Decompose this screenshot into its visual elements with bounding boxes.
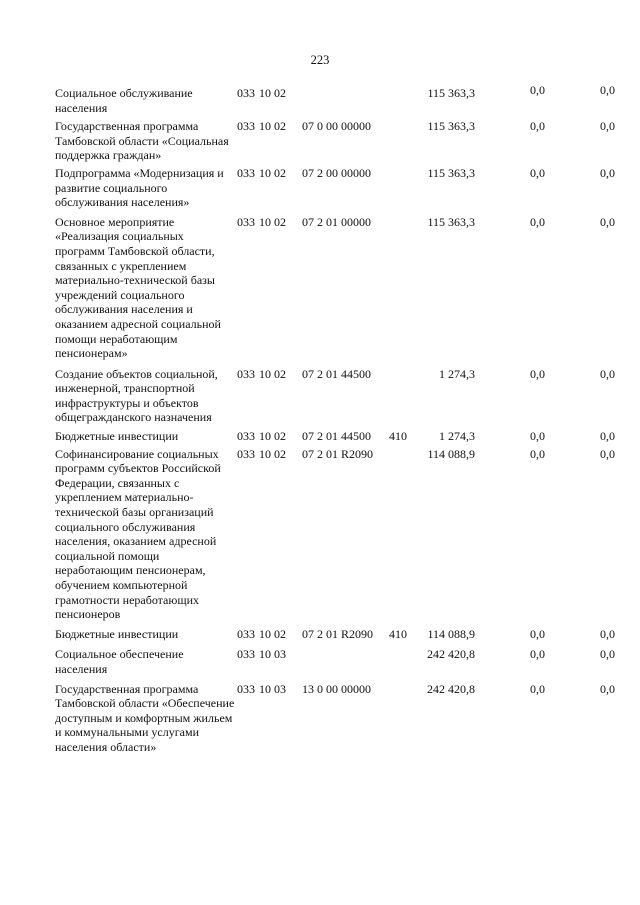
amount-year-2: 0,0 [530,165,545,180]
ministry-code: 033 [237,647,255,662]
ministry-code: 033 [237,366,255,381]
section-code: 10 03 [259,681,286,696]
section-code: 10 02 [259,446,286,461]
table-row [0,119,640,163]
table-row [0,367,640,425]
amount-year-2: 0,0 [530,83,545,97]
target-item-code: 07 2 01 44500 [302,366,371,381]
target-item-code: 13 0 00 00000 [302,681,371,696]
page-number: 223 [310,53,330,67]
amount-year-2: 0,0 [530,119,545,134]
amount-year-1: 1 274,3 [439,429,475,444]
section-code: 10 02 [259,366,286,381]
item-name: Софинансирование социальных программ субъектов Российской Федерации, связанных с укреплением материально-технической базы организаций социального обслуживания населения, оказанием адресной социальной помощи неработающим пенсионерам, обучением компьютерной грамотности неработающих пенсионеров [55,446,221,622]
amount-year-1: 114 088,9 [427,446,475,461]
target-item-code: 07 0 00 00000 [302,119,371,134]
amount-year-1: 242 420,8 [427,647,475,662]
amount-year-2: 0,0 [530,681,545,696]
amount-year-1: 115 363,3 [427,119,475,134]
item-name: Государственная программа Тамбовской области «Обеспечение доступным и комфортным жильем и коммунальными услугами населения области» [55,681,235,754]
section-code: 10 02 [259,626,286,641]
item-name: Социальное обслуживание населения [55,86,193,115]
target-item-code: 07 2 01 44500 [302,429,371,444]
table-row [0,447,640,622]
amount-year-2: 0,0 [530,214,545,229]
section-code: 10 02 [259,165,286,180]
table-row [0,682,640,755]
amount-year-3: 0,0 [600,647,615,662]
target-item-code: 07 2 01 00000 [302,214,371,229]
amount-year-1: 115 363,3 [427,214,475,229]
expense-type-code: 410 [389,626,407,641]
amount-year-3: 0,0 [600,681,615,696]
item-name: Государственная программа Тамбовской области «Социальная поддержка граждан» [55,119,229,163]
item-name: Подпрограмма «Модернизация и развитие социального обслуживания населения» [55,165,224,210]
amount-year-3: 0,0 [600,429,615,444]
amount-year-3: 0,0 [600,446,615,461]
amount-year-2: 0,0 [530,626,545,641]
section-code: 10 02 [259,119,286,134]
section-code: 10 02 [259,429,286,444]
item-name: Создание объектов социальной, инженерной, транспортной инфраструктуры и объектов общегражданского назначения [55,366,218,425]
ministry-code: 033 [237,165,255,180]
table-row [0,83,640,115]
target-item-code: 07 2 00 00000 [302,165,371,180]
item-name: Бюджетные инвестиции [55,626,179,641]
amount-year-1: 115 363,3 [427,165,475,180]
budget-table [0,83,640,755]
amount-year-2: 0,0 [530,446,545,461]
table-row [0,627,640,642]
table-row [0,166,640,210]
table-row [0,215,640,361]
table-row [0,429,640,444]
ministry-code: 033 [237,626,255,641]
item-name: Бюджетные инвестиции [55,429,179,444]
amount-year-3: 0,0 [600,165,615,180]
amount-year-2: 0,0 [530,366,545,381]
amount-year-3: 0,0 [600,214,615,229]
item-name: Основное мероприятие «Реализация социальных программ Тамбовской области, связанных с укреплением материально-технической базы учреждений социального обслуживания населения и оказанием адресной социальной помощи неработающим пенсионерам» [55,214,221,361]
expense-type-code: 410 [389,429,407,444]
ministry-code: 033 [237,429,255,444]
section-code: 10 02 [259,86,286,100]
ministry-code: 033 [237,214,255,229]
ministry-code: 033 [237,446,255,461]
ministry-code: 033 [237,119,255,134]
amount-year-1: 242 420,8 [427,681,475,696]
amount-year-3: 0,0 [600,119,615,134]
amount-year-3: 0,0 [600,626,615,641]
ministry-code: 033 [237,681,255,696]
amount-year-2: 0,0 [530,647,545,662]
target-item-code: 07 2 01 R2090 [302,446,374,461]
target-item-code: 07 2 01 R2090 [302,626,374,641]
amount-year-2: 0,0 [530,429,545,444]
table-row [0,647,640,676]
item-name: Социальное обеспечение населения [55,647,184,676]
ministry-code: 033 [237,86,255,100]
amount-year-1: 114 088,9 [427,626,475,641]
amount-year-1: 1 274,3 [439,366,475,381]
amount-year-3: 0,0 [600,366,615,381]
section-code: 10 02 [259,214,286,229]
amount-year-3: 0,0 [600,83,615,97]
amount-year-1: 115 363,3 [427,86,475,100]
section-code: 10 03 [259,647,286,662]
